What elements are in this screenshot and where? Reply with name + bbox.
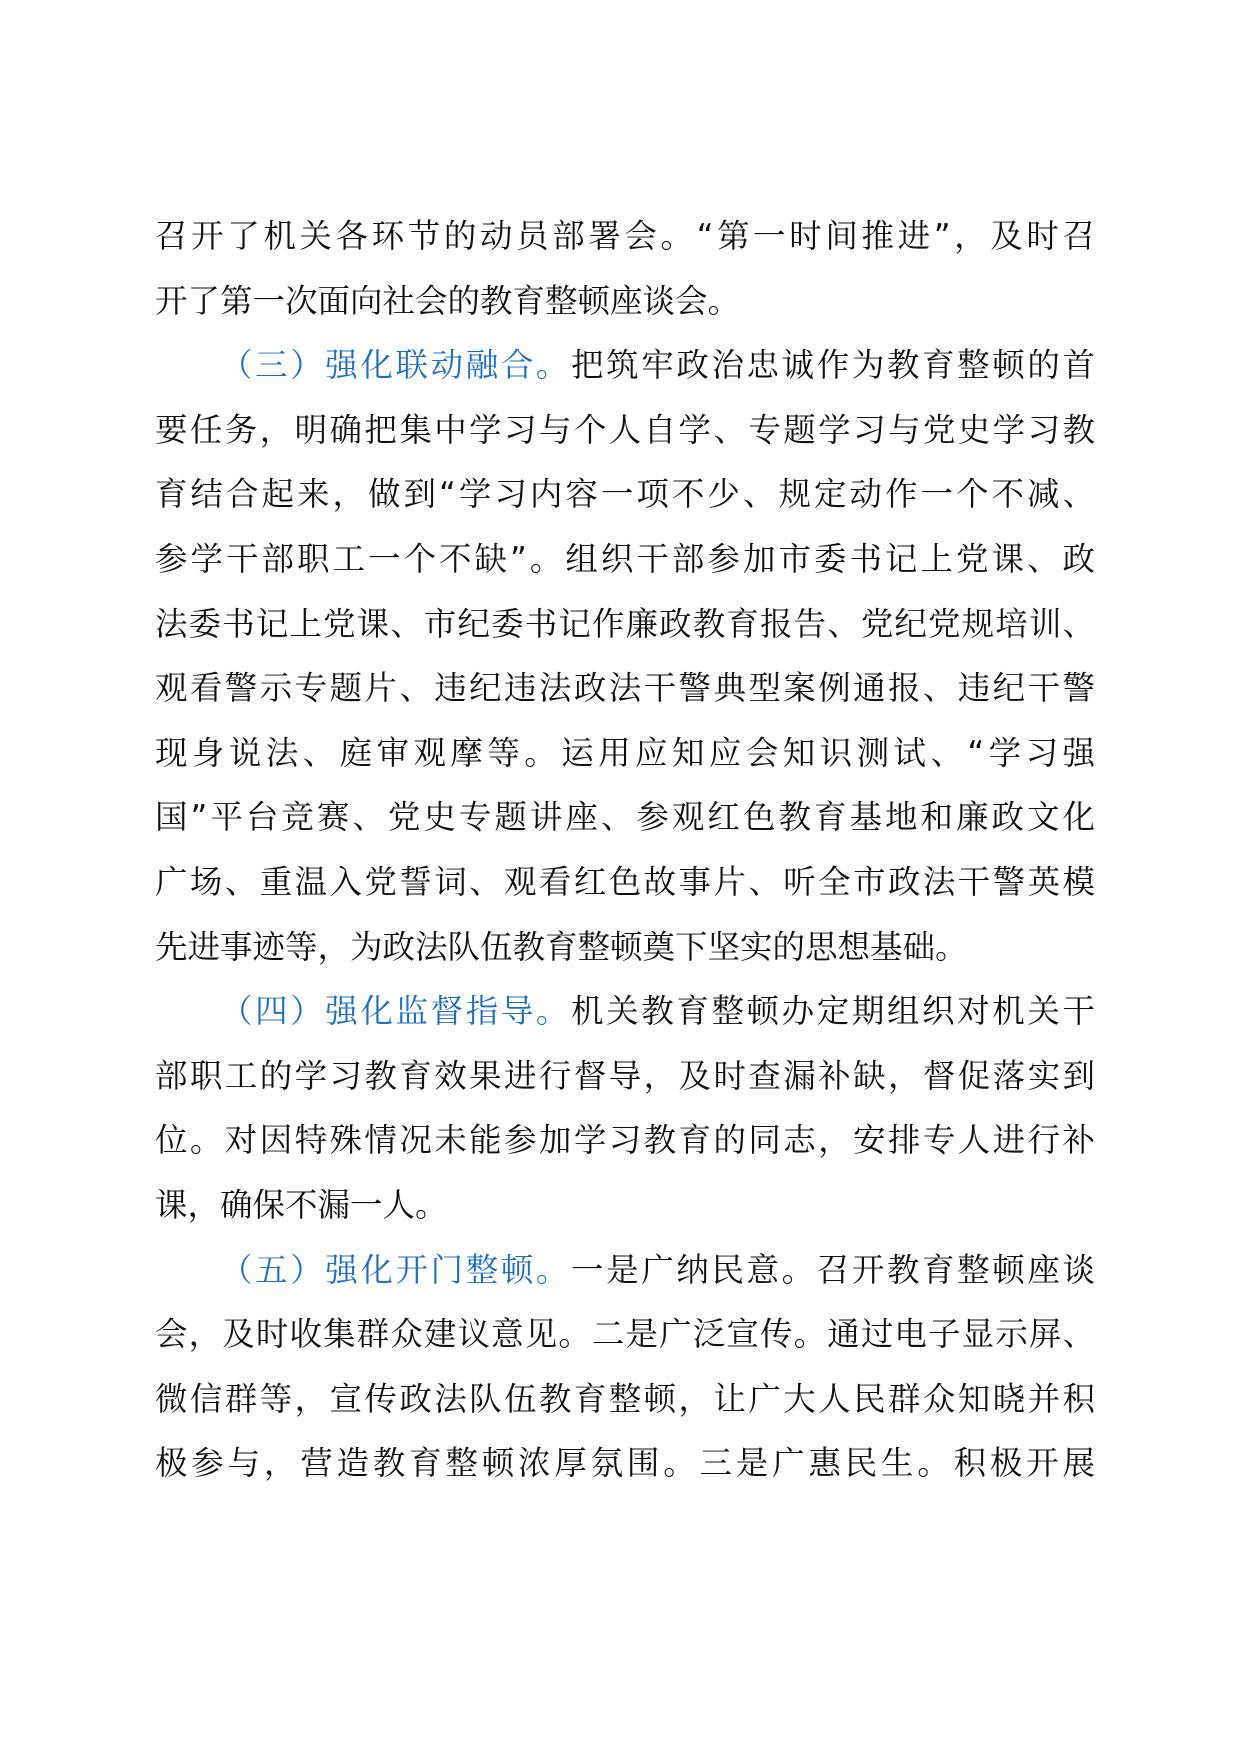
section-paragraph-start <box>155 979 1095 1044</box>
text-line: 开了第一次面向社会的教育整顿座谈会。 <box>155 281 741 320</box>
text-line: 极参与，营造教育整顿浓厚氛围。三是广惠民生。积极开展 <box>155 1444 1095 1483</box>
section-heading-4: （四）强化监督指导。 <box>220 992 572 1031</box>
text-line: 要任务，明确把集中学习与个人自学、专题学习与党史学习教 <box>155 410 1095 449</box>
section-paragraph-start <box>155 333 1095 398</box>
section-heading-5: （五）强化开门整顿。 <box>220 1250 572 1289</box>
text-line: 机关教育整顿办定期组织对机关干 <box>571 992 1095 1031</box>
text-line: 部职工的学习教育效果进行督导，及时查漏补缺，督促落实到 <box>155 1056 1095 1095</box>
text-line: 一是广纳民意。召开教育整顿座谈 <box>571 1250 1095 1289</box>
text-line: 先进事迹等，为政法队伍教育整顿奠下坚实的思想基础。 <box>155 927 968 966</box>
text-line: 会，及时收集群众建议意见。二是广泛宣传。通过电子显示屏、 <box>155 1315 1095 1354</box>
text-line: 参学干部职工一个不缺”。组织干部参加市委书记上党课、政 <box>155 539 1095 578</box>
text-line: 现身说法、庭审观摩等。运用应知应会知识测试、“学习强 <box>155 733 1095 772</box>
text-line: 位。对因特殊情况未能参加学习教育的同志，安排专人进行补 <box>155 1121 1095 1160</box>
body-text <box>155 204 1095 1496</box>
text-line: 观看警示专题片、违纪违法政法干警典型案例通报、违纪干警 <box>155 669 1095 708</box>
section-paragraph-start <box>155 1238 1095 1303</box>
text-line: 课，确保不漏一人。 <box>155 1185 448 1224</box>
text-line: 微信群等，宣传政法队伍教育整顿，让广大人民群众知晓并积 <box>155 1379 1095 1418</box>
text-line: 广场、重温入党誓词、观看红色故事片、听全市政法干警英模 <box>155 862 1095 901</box>
text-line: 法委书记上党课、市纪委书记作廉政教育报告、党纪党规培训、 <box>155 604 1095 643</box>
text-line: 育结合起来，做到“学习内容一项不少、规定动作一个不减、 <box>155 475 1095 514</box>
text-line: 召开了机关各环节的动员部署会。“第一时间推进”，及时召 <box>155 217 1095 255</box>
text-line: 把筑牢政治忠诚作为教育整顿的首 <box>571 346 1095 385</box>
text-line: 国”平台竞赛、党史专题讲座、参观红色教育基地和廉政文化 <box>155 798 1095 837</box>
section-heading-3: （三）强化联动融合。 <box>220 346 572 385</box>
